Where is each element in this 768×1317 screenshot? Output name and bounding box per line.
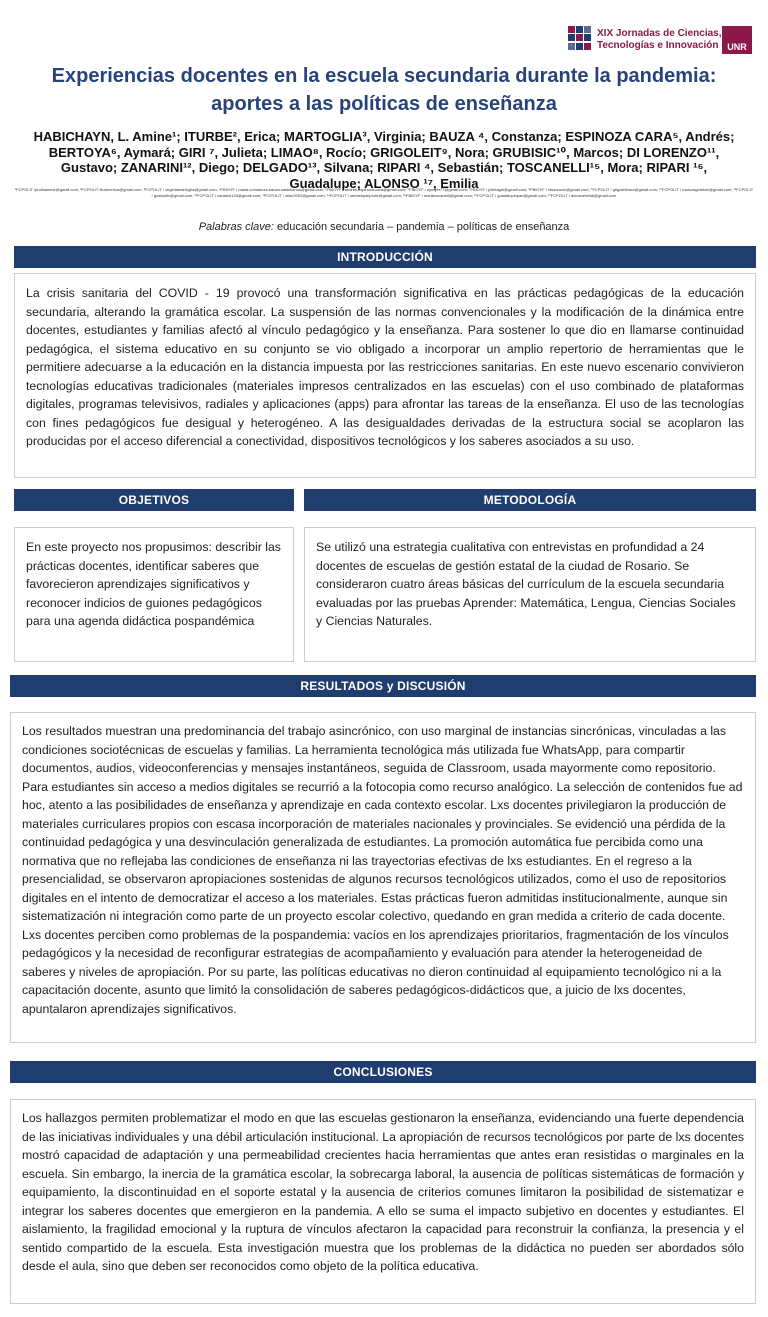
title-line-1: Experiencias docentes en la escuela secundaria durante la pandemia: xyxy=(51,65,717,87)
unr-badge: UNR xyxy=(722,26,752,54)
keywords-label: Palabras clave: xyxy=(198,221,274,233)
objetivos-text: En este proyecto nos propusimos: describir las prácticas docentes, identificar saberes que favorecieron aprendizajes significativos y reconocer indicios de guiones pedagógicos para una agenda didáctica pospandémica xyxy=(26,540,281,628)
resultados-box xyxy=(10,712,756,1043)
objetivos-heading: OBJETIVOS xyxy=(14,489,294,511)
introduccion-box xyxy=(14,273,756,478)
introduccion-heading: INTRODUCCIÓN xyxy=(14,246,756,268)
resultados-text: Los resultados muestran una predominancia del trabajo asincrónico, con uso marginal de instancias sincrónicas, vinculadas a las condiciones sociotécnicas de escuelas y familias. La herramienta tecnológica más utilizada fue WhatsApp, para compartir documentos, audios, videoconferencias y mensajes instantáneos, seguida de Classroom, usada mayormente como repositorio. Para estudiantes sin acceso a medios digitales se recurrió a la fotocopia como recurso analógico. La selección de contenidos fue ad hoc, atento a las posibilidades de enseñanza y aprendizaje en cada contexto escolar. Lxs docentes privilegiaron la producción de materiales curriculares propios con escasa incorporación de materiales nacionales y provinciales. Se evidenció una pérdida de la continuidad pedagógica y una desvinculación generalizada de estudiantes. La promoción automática fue percibida como una normativa que no reflejaba las condiciones de enseñanza ni las trayectorias efectivas de lxs estudiantes. En el regreso a la presencialidad, se observaron apropiaciones sostenidas de algunos recursos tecnológicos utilizados, como el uso de repositorios digitales en el intento de democratizar el acceso a los materiales. Estas prácticas fueron admitidas institucionalmente, aunque sin sistematización ni integración como parte de un proyecto escolar colectivo, quedando en gran medida a criterio de cada docente. Lxs docentes perciben como problemas de la pospandemia: vacíos en los aprendizajes prioritarios, fragmentación de los vínculos pedagógicos y la necesidad de reconfigurar estrategias de acompañamiento y evaluación para atender la heterogeneidad de saberes y niveles de apropiación. Por su parte, las políticas educativas no dieron continuidad al equipamiento tecnológico ni a la capacitación docente, asunto que limitó la consolidación de saberes pedagógicos-didácticos que, a juicio de lxs docentes, apuntalaron aprendizajes significativos. xyxy=(22,724,743,1016)
conclusiones-text: Los hallazgos permiten problematizar el modo en que las escuelas gestionaron la enseñanza, evidenciando una fuerte dependencia de las iniciativas individuales y una débil articulación institucional. La apropiación de recursos tecnológicos por parte de lxs docentes mostró capacidad de adaptación y una permeabilidad crecientes hacia herramientas que antes eran resistidas o marginales en la escuela. Sin embargo, la inercia de la gramática escolar, la sobrecarga laboral, la ausencia de políticas sistemáticas de formación y equipamiento, la discontinuidad en el soporte estatal y la ausencia de criterios comunes limitaron la posibilidad de sistematizar e integrar los saberes docentes que emergieron en la pandemia. A ello se suma el impacto subjetivo en docentes y estudiantes. El aislamiento, la fragilidad emocional y la ruptura de vínculos afectaron la capacidad para reconstruir la confianza, la presencia y el sentido compartido de la escuela. Esta investigación muestra que los problemas de la didáctica no pueden ser abordados sólo desde el aula, sino que deben ser reconocidos como objeto de la política educativa. xyxy=(22,1111,744,1273)
metodologia-box xyxy=(304,527,756,662)
introduccion-text: La crisis sanitaria del COVID - 19 provocó una transformación significativa en las prácticas pedagógicas de la educación secundaria, alterando la gramática escolar. La suspensión de las normas convencionales y la modificación de la dinámica entre docentes, estudiantes y familias afectó al vínculo pedagógico y la enseñanza. Para sostener lo que dio en llamarse continuidad pedagógica, el sistema educativo en su conjunto se vio obligado a incorporar un amplio repertorio de herramientas que le permitiere adecuarse a la educación en la distancia impuesta por las restricciones sanitarias. En este nuevo escenario convivieron tecnologías educativas tradicionales (materiales impresos centralizados en las escuelas) con el uso combinado de plataformas digitales, programas televisivos, radiales y aplicaciones (apps) para afrontar las tareas de la enseñanza. El uso de las tecnologías con fines pedagógicos fue desigual y heterogéneo. A las desigualdades derivadas de la estructura social se acoplaron las producidas por el acceso diferencial a conectividad, dispositivos tecnológicos y los saberes asociados a su uso. xyxy=(26,286,744,448)
poster-title xyxy=(10,62,758,118)
conclusiones-box xyxy=(10,1099,756,1304)
objetivos-box xyxy=(14,527,294,662)
logo-text xyxy=(597,28,722,52)
metodologia-text: Se utilizó una estrategia cualitativa con entrevistas en profundidad a 24 docentes de escuelas de gestión estatal de la ciudad de Rosario. Se consideraron cuatro áreas básicas del currículum de la escuela secundaria evaluadas por las pruebas Aprender: Matemática, Lengua, Ciencias Sociales y Ciencias Naturales. xyxy=(316,540,736,628)
title-line-2: aportes a las políticas de enseñanza xyxy=(211,93,557,115)
logo-mark-icon xyxy=(568,26,592,50)
logo-line-2: Tecnologías e Innovación xyxy=(597,40,719,51)
authors-list: HABICHAYN, L. Amine¹; ITURBE², Erica; MARTOGLIA³, Virginia; BAUZA ⁴, Constanza; ESPINOZA CARA⁵, Andrés; BERTOYA⁶, Aymará; GIRI ⁷, Julieta; LIMAO⁸, Rocío; GRIGOLEIT⁹, Nora; GRUBISIC¹⁰, Marcos; DI LORENZO¹¹, Gustavo; ZANARINI¹², Diego; DELGADO¹³, Silvana; RIPARI ⁴, Sebastián; TOSCANELLI¹⁵, Mora; RIPARI ¹⁶, Guadalupe; ALONSO ¹⁷, Emilia xyxy=(33,129,735,191)
keywords-line xyxy=(14,221,754,233)
event-logo xyxy=(568,26,758,56)
conclusiones-heading: CONCLUSIONES xyxy=(10,1061,756,1083)
author-affiliations: ¹FCPOLIT /prolisamine@gmail.com; ²FCPOLIT /iturbeerica@gmail.com; ³FCPOLIT / virginiamartoglia@gmail.com; ⁴FBIOYF / maria.constanza.bauza.castellanos@gmail.com; ⁵FBIOYF / andres.espinoza.cara@gmail.com; ⁶FBIOYF / aymyer77@gmail.com; ⁷FBIOYF / julietagiri@gmail.com; ⁸FBIOYF / limaorocio@gmail.com; ⁹FCPOLIT / grigoleitnora@gmail.com; ¹⁰FCPOLIT / marcosgrubisic@gmail.com; ¹¹FCPOLIT / gustadilo@gmail.com; ¹²FCPOLIT / zanarini123@gmail.com; ¹³FCPOLIT / silari2002@gmail.com; ¹⁴FCPOLIT / sebastipariprofe@gmail.com; ¹⁵FBIOYF / moratoscanelli@gmail.com; ¹⁶FCPOLIT / guadalupeipari@gmail.com; ¹⁷FCPOLIT / alonsoemilial@gmail.com xyxy=(14,187,754,198)
logo-line-1: XIX Jornadas de Ciencias, xyxy=(597,28,722,39)
resultados-heading: RESULTADOS y DISCUSIÓN xyxy=(10,675,756,697)
keywords-value: educación secundaria – pandemia – políticas de enseñanza xyxy=(276,221,570,233)
metodologia-heading: METODOLOGÍA xyxy=(304,489,756,511)
